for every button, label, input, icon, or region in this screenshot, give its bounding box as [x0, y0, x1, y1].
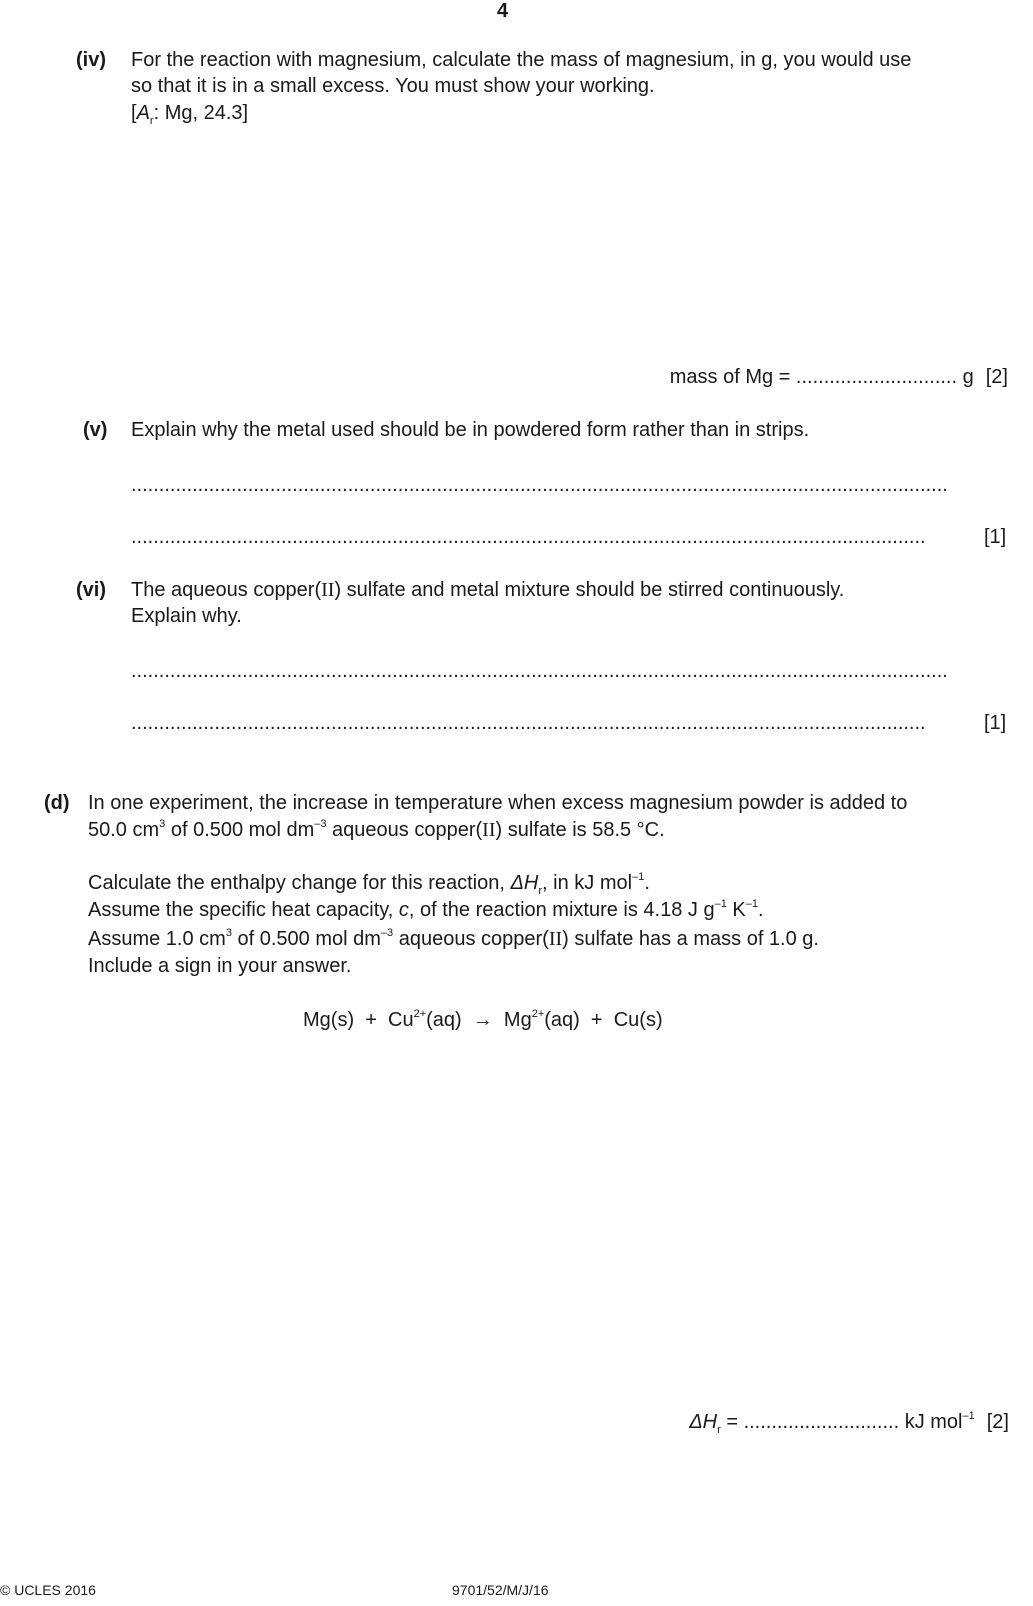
- shc-end: .: [758, 899, 764, 921]
- question-label-v: (v): [83, 419, 108, 441]
- answer-delta: ΔH: [689, 1411, 718, 1433]
- calc-delta: ΔH: [510, 872, 539, 894]
- vi-text-a: The aqueous copper(: [131, 579, 322, 601]
- mass-a: Assume 1.0 cm: [88, 928, 226, 950]
- footer-copyright: © UCLES 2016: [0, 1582, 96, 1598]
- shc-sup1: –1: [714, 898, 727, 910]
- answer-eq: =: [720, 1411, 744, 1433]
- ar-rest: : Mg, 24.3]: [153, 102, 249, 124]
- shc-k: K: [726, 899, 746, 921]
- question-iv-line1: For the reaction with magnesium, calculate the mass of magnesium, in g, you would use: [131, 49, 912, 71]
- mass-c: aqueous copper(: [393, 928, 549, 950]
- question-d-line2: [88, 819, 665, 842]
- question-v-line1: Explain why the metal used should be in powdered form rather than in strips.: [131, 419, 810, 441]
- shc-c: c: [398, 899, 409, 921]
- d-line2-sup1: 3: [159, 818, 166, 830]
- question-d-shc: [88, 899, 764, 922]
- calc-a: Calculate the enthalpy change for this reaction,: [88, 872, 511, 894]
- ar-sub: r: [149, 115, 154, 127]
- answer-sub: r: [717, 1424, 721, 1436]
- calc-c: .: [644, 872, 650, 894]
- marks-d: [2]: [986, 1411, 1009, 1433]
- question-label-vi: (vi): [76, 579, 106, 601]
- question-d-line1: In one experiment, the increase in temperature when excess magnesium powder is added to: [88, 792, 908, 814]
- question-d-sign: Include a sign in your answer.: [88, 955, 352, 977]
- marks-vi: [1]: [984, 712, 1007, 734]
- d-line2-sup2: –3: [314, 818, 327, 830]
- mass-roman: II: [548, 928, 563, 950]
- eq-b: (aq) → Mg: [426, 1009, 532, 1031]
- answer-unit-iv: g: [957, 366, 974, 388]
- d-line2-d: ) sulfate is 58.5 °C.: [495, 819, 665, 841]
- question-vi-line2: Explain why.: [131, 605, 242, 627]
- ar-open: [: [131, 102, 137, 124]
- answer-dots-iv[interactable]: .............................: [795, 366, 958, 388]
- marks-v: [1]: [984, 526, 1007, 548]
- answer-unit-d: kJ mol: [899, 1411, 963, 1433]
- d-line2-c: aqueous copper(: [326, 819, 483, 841]
- answer-line-d: [689, 1411, 1009, 1434]
- calc-b: , in kJ mol: [542, 872, 633, 894]
- answer-line-vi-1[interactable]: ...................................................................................................................................................: [131, 660, 948, 682]
- answer-line-vi-2[interactable]: ...............................................................................................................................................: [131, 712, 926, 734]
- answer-line-iv: [670, 366, 1008, 389]
- answer-line-v-1[interactable]: ...................................................................................................................................................: [131, 474, 948, 496]
- question-iv-line2: so that it is in a small excess. You must show your working.: [131, 75, 655, 97]
- relative-atomic-mass: [131, 102, 248, 125]
- answer-prefix-iv: mass of Mg =: [669, 366, 796, 388]
- eq-c: (aq) + Cu(s): [544, 1009, 663, 1031]
- question-label-iv: (iv): [76, 49, 106, 71]
- mass-sup2: –3: [380, 927, 394, 939]
- calc-sup: –1: [632, 871, 645, 883]
- question-vi-line1: [131, 579, 844, 602]
- shc-b: , of the reaction mixture is 4.18 J g: [408, 899, 715, 921]
- question-label-d: (d): [44, 792, 70, 814]
- answer-sup-d: –1: [962, 1410, 975, 1422]
- d-line2-b: of 0.500 mol dm: [165, 819, 315, 841]
- page-number: 4: [497, 0, 509, 22]
- question-d-mass: [88, 928, 819, 951]
- d-line2-roman: II: [482, 819, 496, 841]
- footer-code: 9701/52/M/J/16: [452, 1582, 549, 1598]
- shc-sup2: –1: [745, 898, 758, 910]
- ar-symbol: A: [136, 102, 150, 124]
- mass-sup1: 3: [225, 927, 232, 939]
- vi-text-b: ) sulfate and metal mixture should be stirred continuously.: [334, 579, 845, 601]
- question-d-calculate: [88, 872, 650, 895]
- reaction-equation: [303, 1009, 663, 1032]
- answer-line-v-2[interactable]: ...............................................................................................................................................: [131, 526, 926, 548]
- d-line2-a: 50.0 cm: [88, 819, 160, 841]
- calc-sub: r: [538, 885, 543, 897]
- eq-sup2: 2+: [531, 1008, 545, 1020]
- mass-d: ) sulfate has a mass of 1.0 g.: [562, 928, 819, 950]
- shc-a: Assume the specific heat capacity,: [88, 899, 399, 921]
- mass-b: of 0.500 mol dm: [231, 928, 381, 950]
- marks-iv: [2]: [985, 366, 1008, 388]
- vi-roman: II: [321, 579, 335, 601]
- eq-a: Mg(s) + Cu: [303, 1009, 414, 1031]
- answer-dots-d[interactable]: ............................: [743, 1411, 900, 1433]
- eq-sup1: 2+: [413, 1008, 427, 1020]
